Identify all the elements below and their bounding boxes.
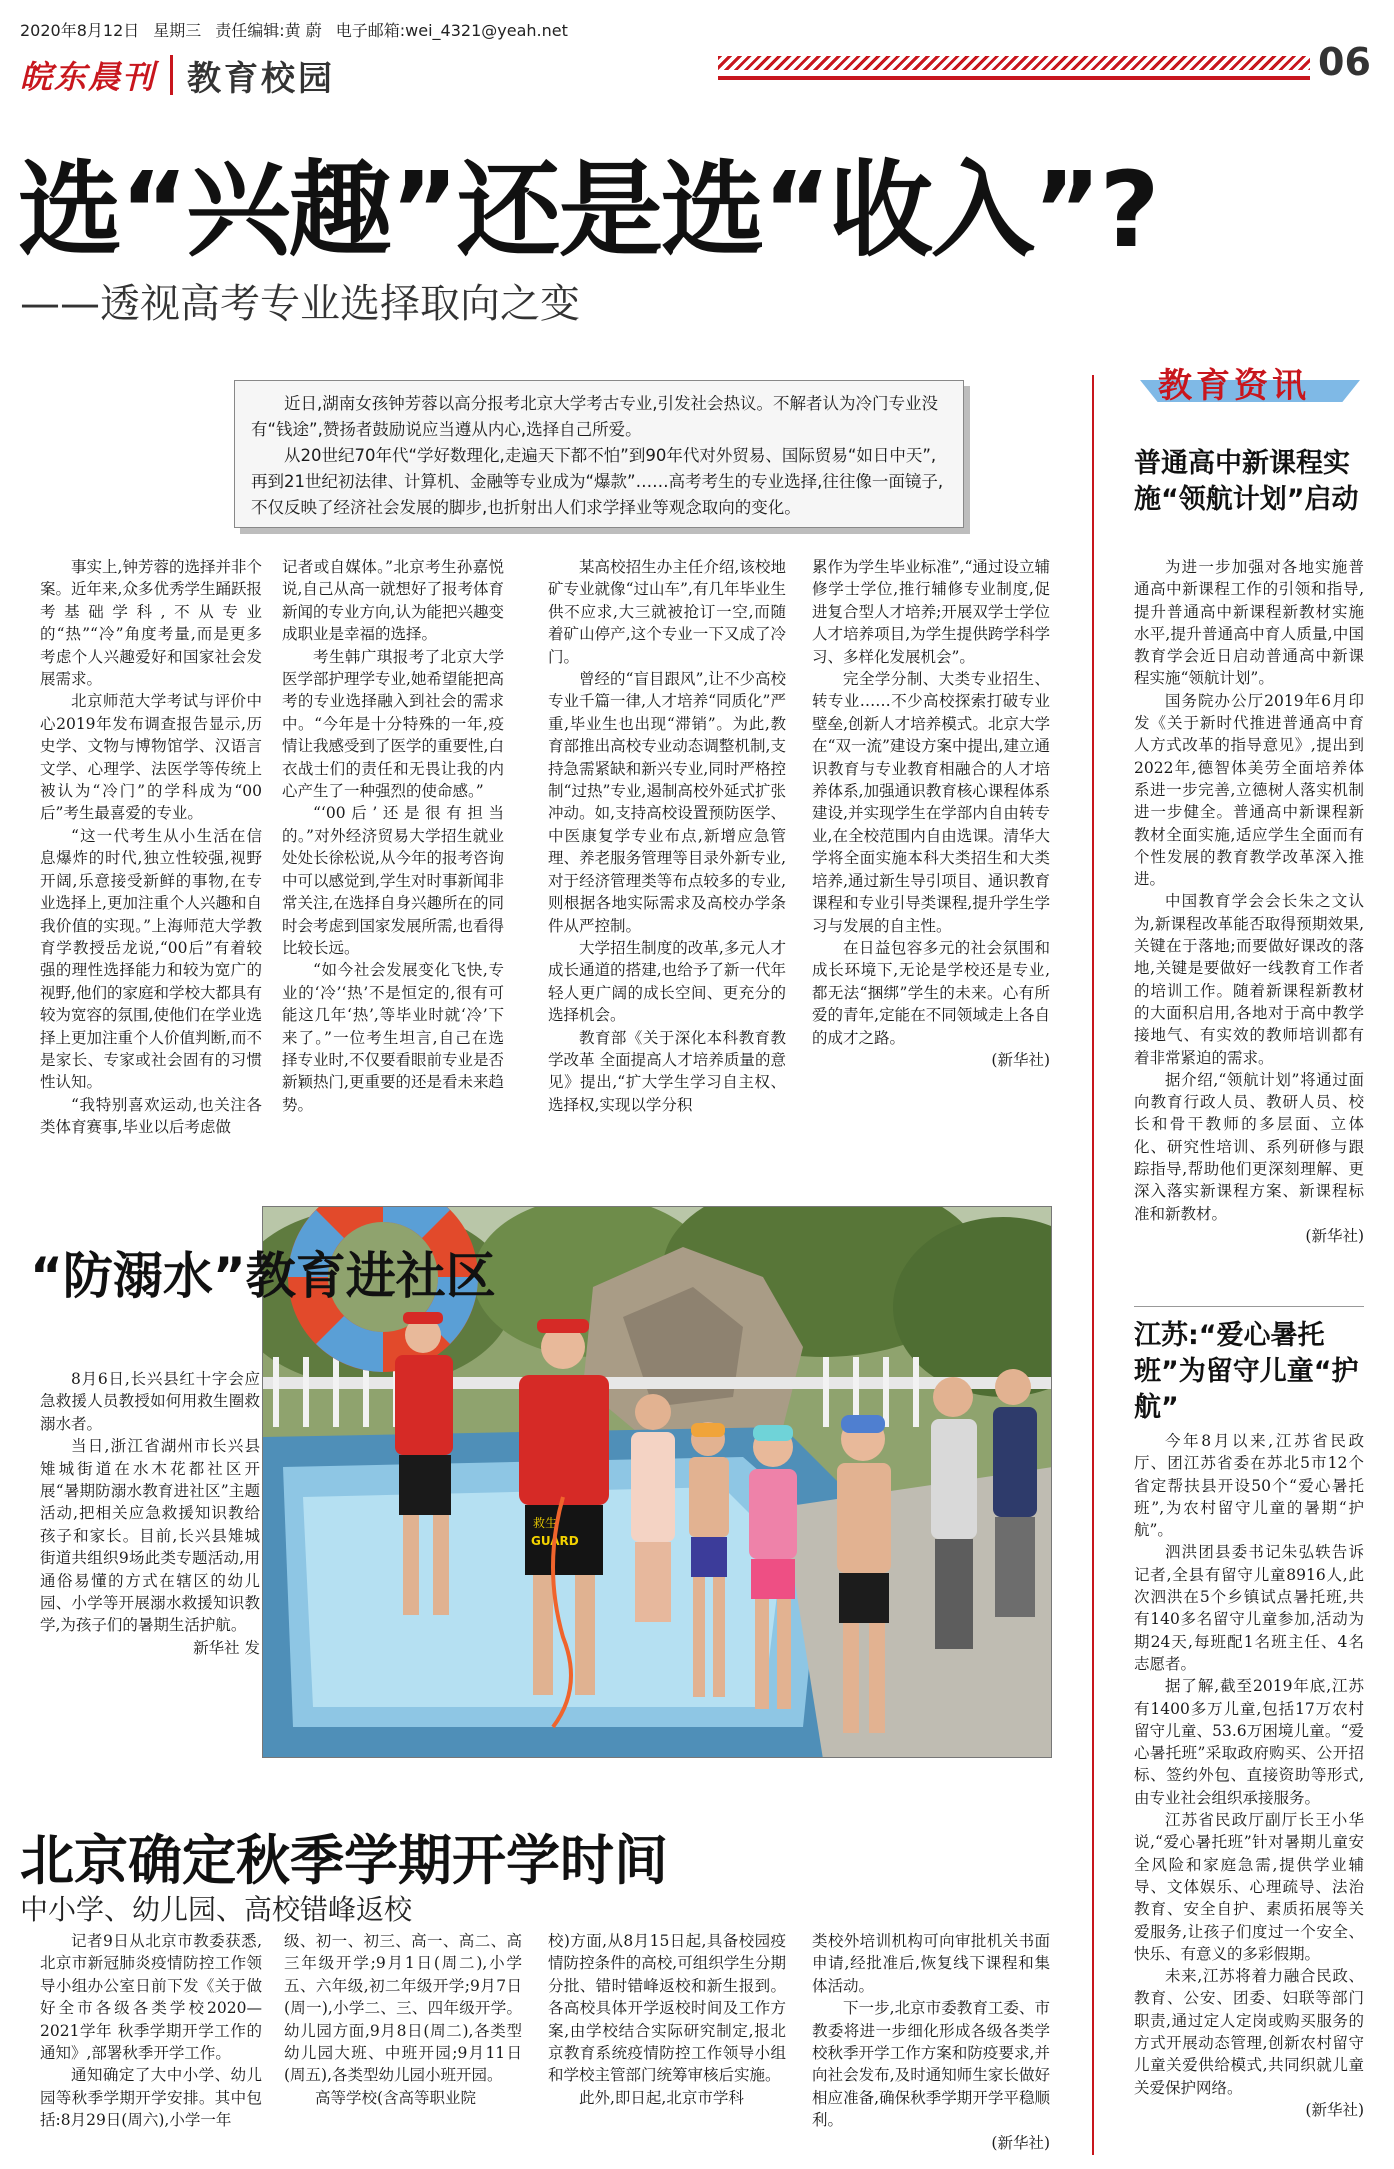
photo-byline: 新华社 发 bbox=[193, 1638, 260, 1657]
article-paragraph: 北京师范大学考试与评价中心2019年发布调查报告显示,历史学、文物与博物馆学、汉语言文学、心理学、法医学等传统上被认为“冷门”的学科成为“00后”考生最喜爱的专业。 bbox=[40, 692, 262, 823]
beijing-column-3 bbox=[548, 1930, 786, 2156]
lead-subheadline: ——透视高考专业选择取向之变 bbox=[20, 281, 580, 327]
section-name: 教育校园 bbox=[187, 58, 336, 99]
article-paragraph: 大学招生制度的改革,多元人才成长通道的搭建,也给予了新一代年轻人更广阔的成长空间、更充分的选择机会。 bbox=[548, 938, 786, 1025]
article-paragraph: 完全学分制、大类专业招生、转专业……不少高校探索打破专业壁垒,创新人才培养模式。北京大学在“双一流”建设方案中提出,建立通识教育与专业教育相融合的人才培养体系,加强通识教育核心课程体系建设,并实现学生在学部内自由转专业,在全校范围内自由选课。清华大学将全面实施本科大类招生和大类培养,通过新生导引项目、通识教育课程和专业引导类课程,提升学生学习与发展的自主性。 bbox=[812, 670, 1050, 935]
intro-paragraph: 近日,湖南女孩钟芳蓉以高分报考北京大学考古专业,引发社会热议。不解者认为冷门专业没有“钱途”,赞扬者鼓励说应当遵从内心,选择自己所爱。 bbox=[251, 394, 938, 439]
article-paragraph: 通知确定了大中小学、幼儿园等秋季学期开学安排。其中包括:8月29日(周六),小学一年 bbox=[40, 2066, 262, 2130]
beijing-column-2 bbox=[284, 1930, 522, 2156]
article-paragraph: “这一代考生从小生活在信息爆炸的时代,独立性较强,视野开阔,乐意接受新鲜的事物,在专业选择上,更加注重个人兴趣和自我价值的实现。”上海师范大学教育学教授岳龙说,“00后”有着较强的理性选择能力和较为宽广的视野,他们的家庭和学校大都具有较为宽容的氛围,使他们在学业选择上更加注重个人价值判断,而不是家长、专家或社会固有的习惯性认知。 bbox=[40, 826, 262, 1092]
lead-column-4 bbox=[812, 556, 1050, 1154]
article-paragraph: 某高校招生办主任介绍,该校地矿专业就像“过山车”,有几年毕业生供不应求,大三就被抢订一空,而随着矿山停产,这个专业一下又成了冷门。 bbox=[548, 558, 786, 666]
article-paragraph: 曾经的“盲目跟风”,让不少高校专业千篇一律,人才培养“同质化”严重,毕业生也出现“滞销”。为此,教育部推出高校专业动态调整机制,支持急需紧缺和新兴专业,同时严格控制“过热”专业,遏制高校外延式扩张冲动。如,支持高校设置预防医学、中医康复学专业布点,新增应急管理、养老服务管理等目录外新专业,对于经济管理类等布点较多的专业,则根据各地实际需求及高校办学条件从严控制。 bbox=[548, 670, 786, 935]
lead-intro-box bbox=[234, 380, 964, 528]
issue-weekday: 星期三 bbox=[153, 20, 202, 40]
caption-paragraph: 当日,浙江省湖州市长兴县雉城街道在水木花都社区开展“暑期防溺水教育进社区”主题活动,把相关应急救援知识教给孩子和家长。目前,长兴县雉城街道共组织9场此类专题活动,用通俗易懂的方式在辖区的幼儿园、小学等开展溺水救援知识教学,为孩子们的暑期生活护航。 bbox=[40, 1437, 260, 1635]
lead-column-2 bbox=[282, 556, 504, 1154]
sidebar-story-2-body bbox=[1134, 1430, 1364, 2152]
article-source: (新华社) bbox=[991, 2133, 1050, 2152]
article-paragraph: 类校外培训机构可向审批机关书面申请,经批准后,恢复线下课程和集体活动。 bbox=[812, 1932, 1050, 1995]
sidebar-story-2-title: 江苏:“爱心暑托班”为留守儿童“护航” bbox=[1134, 1320, 1359, 1423]
photo-shirt-label: 救生 bbox=[533, 1516, 558, 1530]
article-paragraph: 在日益包容多元的社会氛围和成长环境下,无论是学校还是专业,都无法“捆绑”学生的未来。心有所爱的青年,定能在不同领域走上各自的成才之路。 bbox=[812, 938, 1050, 1047]
masthead bbox=[20, 48, 335, 102]
article-paragraph: 据了解,截至2019年底,江苏有1400多万儿童,包括17万农村留守儿童、53.6万困境儿童。“爱心暑托班”采取政府购买、公开招标、签约外包、直接资助等形式,由专业社会组织承接服务。 bbox=[1134, 1677, 1364, 1807]
article-paragraph: 记者或自媒体。”北京考生孙嘉悦说,自己从高一就想好了报考体育新闻的专业方向,认为能把兴趣变成职业是幸福的选择。 bbox=[282, 558, 504, 644]
article-source: (新华社) bbox=[1305, 1226, 1364, 1245]
article-paragraph: 国务院办公厅2019年6月印发《关于新时代推进普通高中育人方式改革的指导意见》,提出到2022年,德智体美劳全面培养体系进一步完善,立德树人落实机制进一步健全。普通高中新课程新教材全面实施,适应学生全面而有个性发展的教育教学改革深入推进。 bbox=[1134, 691, 1364, 889]
article-paragraph: 累作为学生毕业标准”,“通过设立辅修学士学位,推行辅修专业制度,促进复合型人才培养;开展双学士学位人才培养项目,为学生提供跨学科学习、多样化发展机会”。 bbox=[812, 558, 1050, 666]
article-paragraph: 为进一步加强对各地实施普通高中新课程工作的引领和指导,提升普通高中新课程新教材实施水平,提升普通高中育人质量,中国教育学会近日启动普通高中新课程实施“领航计划”。 bbox=[1134, 558, 1364, 688]
intro-paragraph: 从20世纪70年代“学好数理化,走遍天下都不怕”到90年代对外贸易、国际贸易“如日中天”,再到21世纪初法律、计算机、金融等专业成为“爆款”……高考考生的专业选择,往往像一面镜子,不仅反映了经济社会发展的脚步,也折射出人们求学择业等观念取向的变化。 bbox=[251, 446, 944, 517]
swim-story-title: “防溺水”教育进社区 bbox=[30, 1247, 496, 1305]
article-paragraph: 中国教育学会会长朱之文认为,新课程改革能否取得预期效果,关键在于落地;而要做好课改的落地,关键是要做好一线教育工作者的培训工作。随着新课程新教材的大面积启用,各地对于高中教学接地气、有实效的教师培训都有着非常紧迫的需求。 bbox=[1134, 892, 1364, 1067]
page-number: 06 bbox=[1318, 40, 1371, 84]
article-paragraph: 级、初一、初三、高一、高二、高三年级开学;9月1日(周二),小学五、六年级,初二年级开学;9月7日(周一),小学二、三、四年级开学。幼儿园方面,9月8日(周二),各类型幼儿园大班、中班开园;9月11日(周五),各类型幼儿园小班开园。 bbox=[284, 1932, 522, 2085]
article-paragraph: 江苏省民政厅副厅长王小华说,“爱心暑托班”针对暑期儿童安全风险和家庭急需,提供学业辅导、文体娱乐、心理疏导、法治教育、安全自护、素质拓展等关爱服务,让孩子们度过一个安全、快乐、有意义的多彩假期。 bbox=[1134, 1811, 1364, 1963]
header-stripe-decoration bbox=[718, 76, 1310, 80]
lead-headline: 选“兴趣”还是选“收入”? bbox=[18, 149, 1158, 271]
beijing-story-title: 北京确定秋季学期开学时间 bbox=[20, 1829, 668, 1892]
article-paragraph: “我特别喜欢运动,也关注各类体育赛事,毕业以后考虑做 bbox=[40, 1095, 262, 1137]
sidebar-story-separator bbox=[1134, 1306, 1364, 1307]
editor-email[interactable]: 电子邮箱:wei_4321@yeah.net bbox=[335, 20, 568, 40]
beijing-story-subtitle: 中小学、幼儿园、高校错峰返校 bbox=[20, 1893, 413, 1926]
article-paragraph: 事实上,钟芳蓉的选择并非个案。近年来,众多优秀学生踊跃报考基础学科,不从专业的“热”“冷”角度考量,而是更多考虑个人兴趣爱好和国家社会发展需求。 bbox=[40, 558, 262, 689]
beijing-column-1 bbox=[40, 1930, 262, 2156]
article-paragraph: 校)方面,从8月15日起,具备校园疫情防控条件的高校,可组织学生分期分批、错时错峰返校和新生报到。各高校具体开学返校时间及工作方案,由学校结合实际研究制定,报北京教育系统疫情防控工作领导小组和学校主管部门统筹审核后实施。 bbox=[548, 1932, 786, 2085]
article-source: (新华社) bbox=[1305, 2100, 1364, 2119]
newspaper-logo: 皖东晨刊 bbox=[20, 58, 157, 96]
sidebar-divider bbox=[1092, 375, 1094, 2155]
sidebar-story-1-body bbox=[1134, 556, 1364, 1276]
article-paragraph: “如今社会发展变化飞快,专业的‘冷’‘热’不是恒定的,很有可能这几年‘热’,等毕业时就‘冷’下来了。”一位考生坦言,自己在选择专业时,不仅要看眼前专业是否新颖热门,更重要的还是看未来趋势。 bbox=[282, 961, 504, 1114]
sidebar-story-1-title: 普通高中新课程实施“领航计划”启动 bbox=[1134, 448, 1359, 515]
lead-column-3 bbox=[548, 556, 786, 1154]
caption-paragraph: 8月6日,长兴县红十字会应急救援人员教授如何用救生圈救溺水者。 bbox=[40, 1370, 260, 1433]
lead-column-1 bbox=[40, 556, 262, 1154]
editor-credit: 责任编辑:黄 蔚 bbox=[215, 20, 322, 40]
sidebar-banner bbox=[1140, 362, 1360, 406]
beijing-column-4 bbox=[812, 1930, 1050, 2156]
swim-photo-caption bbox=[40, 1368, 260, 1659]
article-paragraph: 此外,即日起,北京市学科 bbox=[579, 2088, 744, 2107]
article-paragraph: 记者9日从北京市教委获悉,北京市新冠肺炎疫情防控工作领导小组办公室日前下发《关于做好全市各级各类学校2020—2021学年 秋季学期开学工作的通知》,部署秋季开学工作。 bbox=[40, 1932, 262, 2063]
article-paragraph: 教育部《关于深化本科教育教学改革 全面提高人才培养质量的意见》提出,“扩大学生学习自主权、选择权,实现以学分积 bbox=[548, 1028, 786, 1114]
photo-shorts-label: GUARD bbox=[531, 1534, 579, 1548]
article-paragraph: 据介绍,“领航计划”将通过面向教育行政人员、教研人员、校长和骨干教师的多层面、立体化、研究性培训、系列研修与跟踪指导,帮助他们更深刻理解、更深入落实新课程方案、新课程标准和新教材。 bbox=[1134, 1070, 1364, 1223]
article-paragraph: 考生韩广琪报考了北京大学医学部护理学专业,她希望能把高考的专业选择融入到社会的需求中。“今年是十分特殊的一年,疫情让我感受到了医学的重要性,白衣战士们的责任和无畏让我的内心产生了一种强烈的使命感。” bbox=[282, 647, 504, 801]
article-paragraph: “‘00后’还是很有担当的。”对外经济贸易大学招生就业处处长徐松说,从今年的报考咨询中可以感觉到,学生对时事新闻非常关注,在选择自身兴趣所在的同时会考虑到国家发展所需,也看得比较长远。 bbox=[282, 804, 504, 957]
article-paragraph: 下一步,北京市委教育工委、市教委将进一步细化形成各级各类学校秋季开学工作方案和防疫要求,并向社会发布,及时通知师生家长做好相应准备,确保秋季学期开学平稳顺利。 bbox=[812, 1999, 1050, 2130]
article-paragraph: 泗洪团县委书记朱弘轶告诉记者,全县有留守儿童8916人,此次泗洪在5个乡镇试点暑托班,共有140多名留守儿童参加,活动为期24天,每班配1名班主任、4名志愿者。 bbox=[1134, 1543, 1364, 1673]
article-source: (新华社) bbox=[991, 1050, 1050, 1069]
article-paragraph: 今年8月以来,江苏省民政厅、团江苏省委在苏北5市12个省定帮扶县开设50个“爱心暑托班”,为农村留守儿童的暑期“护航”。 bbox=[1134, 1432, 1364, 1540]
article-paragraph: 未来,江苏将着力融合民政、教育、公安、团委、妇联等部门职责,通过定人定岗或购买服务的方式开展动态管理,创新农村留守儿童关爱供给模式,共同织就儿童关爱保护网络。 bbox=[1134, 1967, 1364, 2097]
article-paragraph: 高等学校(含高等职业院 bbox=[315, 2088, 477, 2107]
masthead-divider bbox=[170, 55, 173, 95]
issue-date: 2020年8月12日 bbox=[20, 20, 140, 40]
sidebar-banner-title: 教育资讯 bbox=[1158, 366, 1310, 406]
header-info-line bbox=[20, 14, 1374, 44]
header-hatch-decoration bbox=[718, 56, 1310, 70]
